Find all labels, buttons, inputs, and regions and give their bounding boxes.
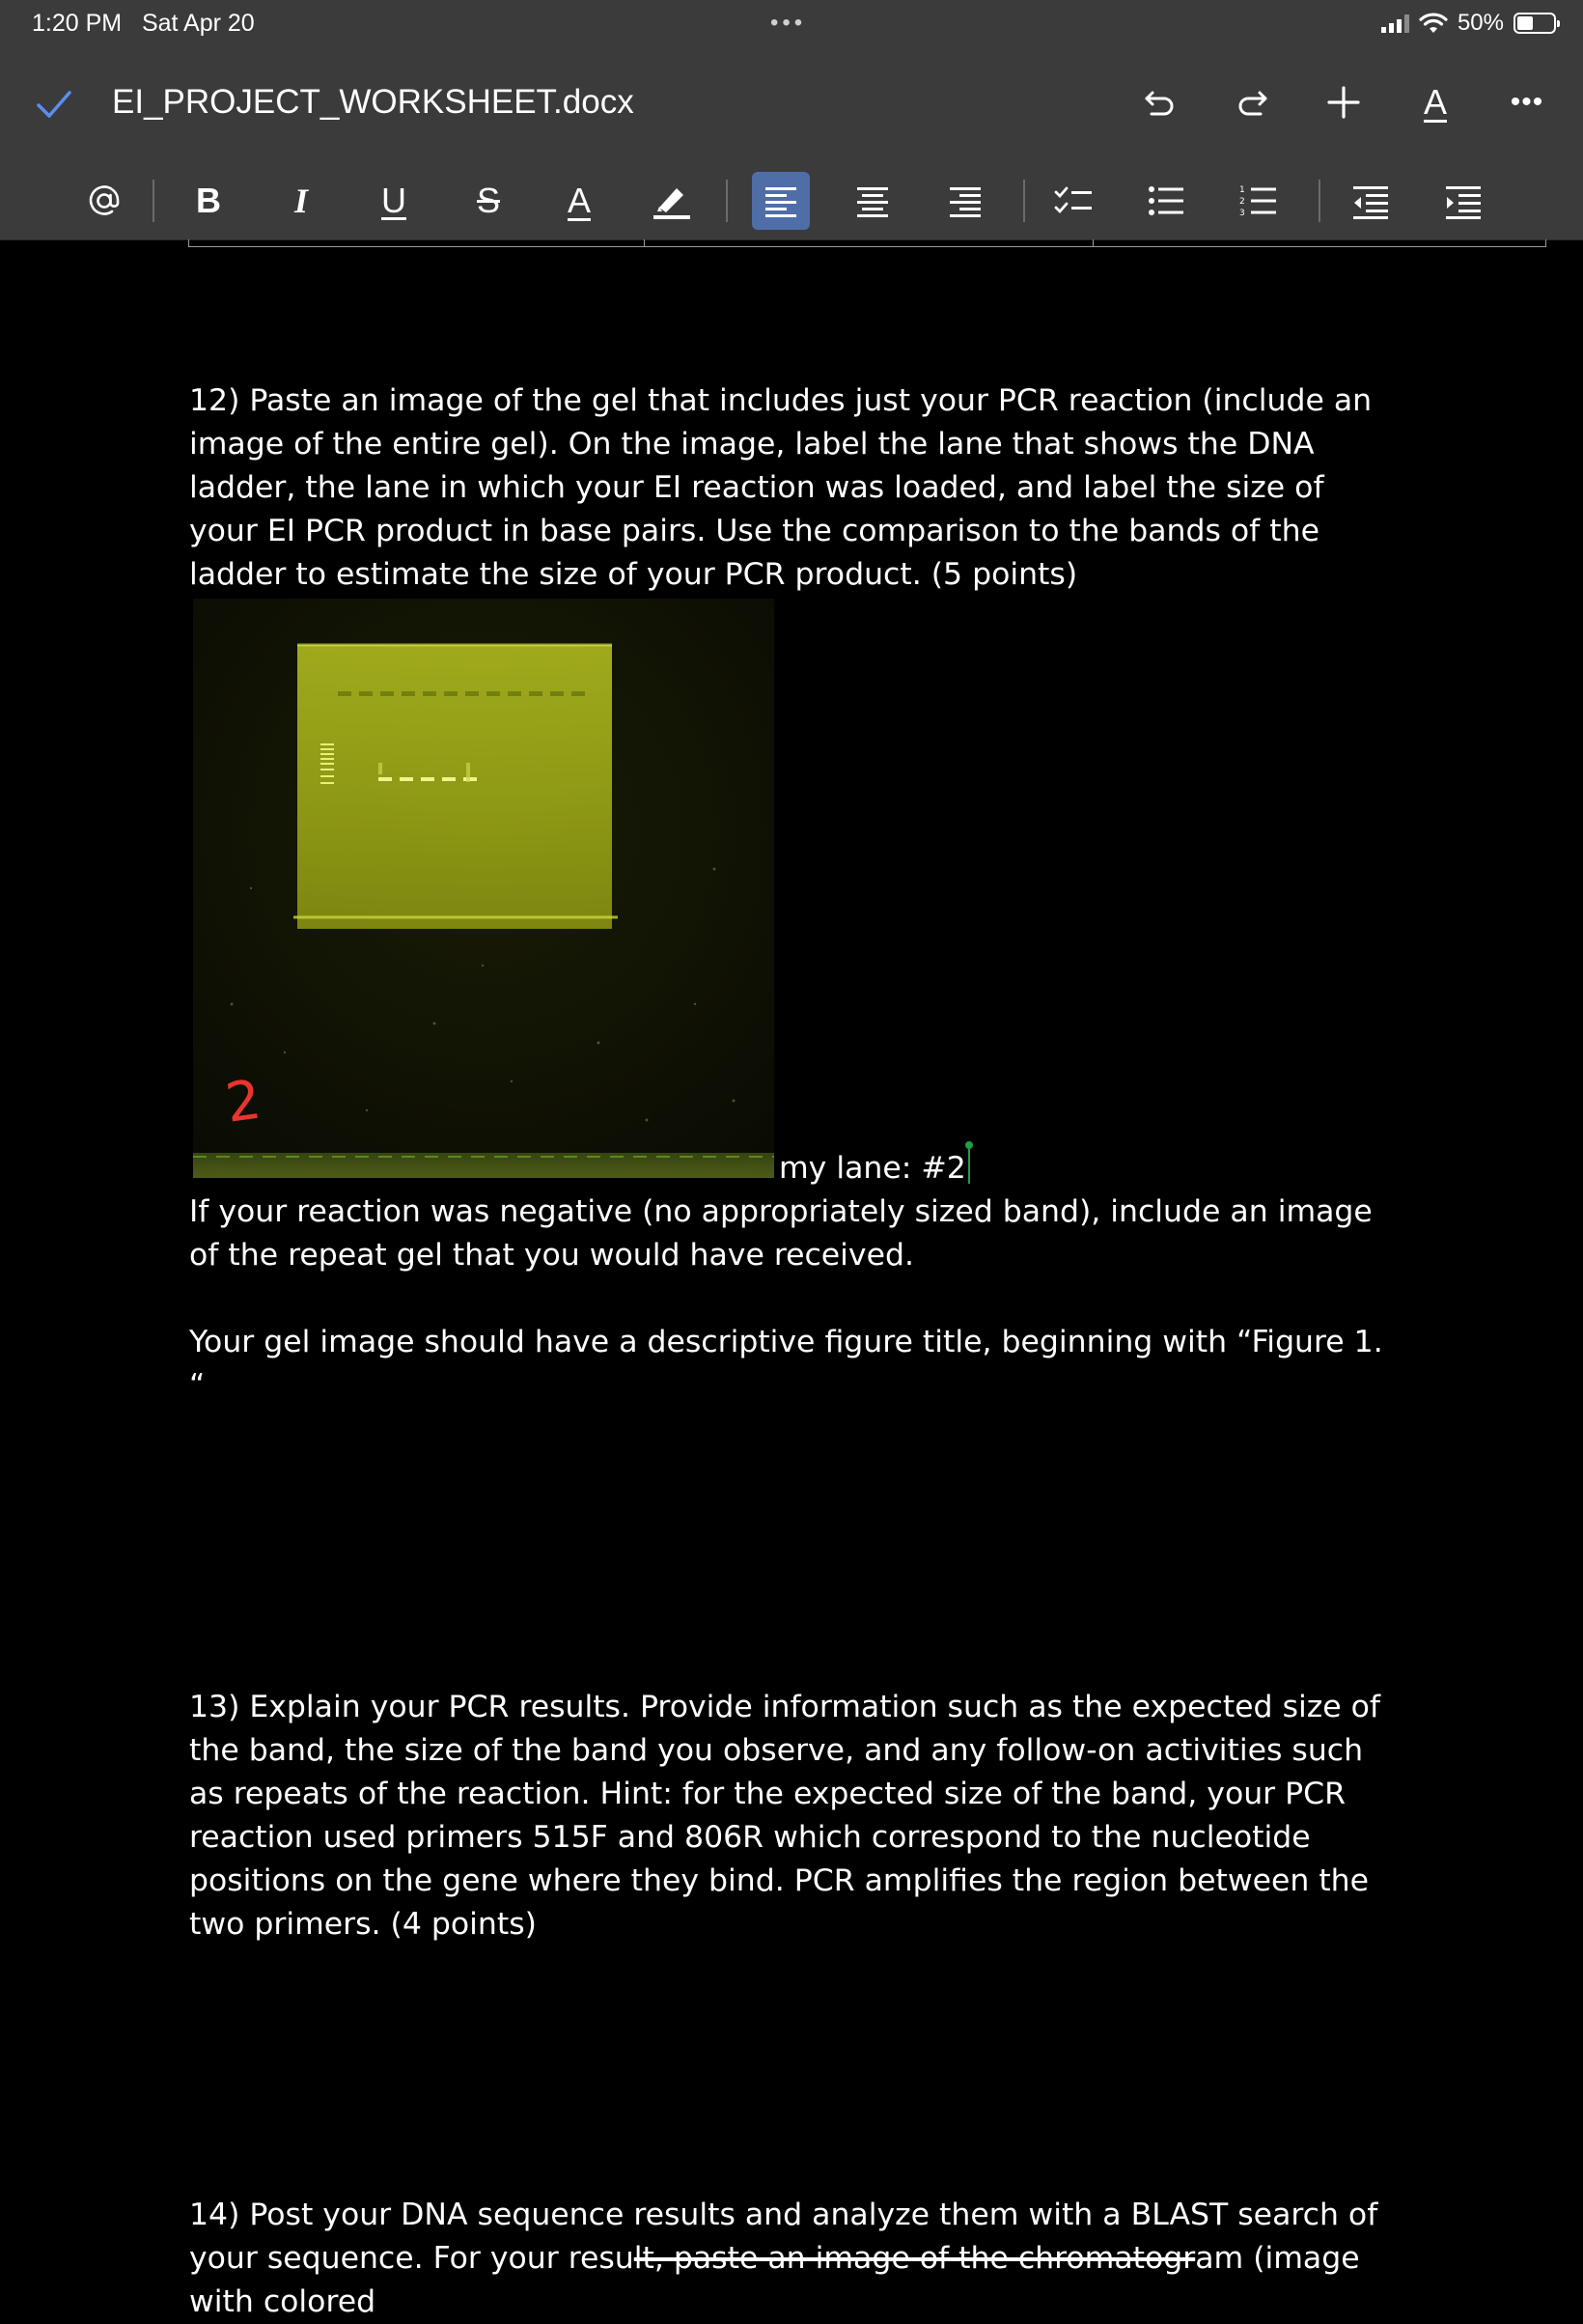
formatting-toolbar [0, 162, 1583, 240]
multitasking-dots[interactable]: ••• [770, 10, 807, 36]
battery-icon [1514, 13, 1556, 34]
text-cursor [968, 1149, 970, 1184]
svg-text:2: 2 [1239, 197, 1245, 207]
toolbar-divider [1319, 180, 1320, 222]
battery-fill [1517, 16, 1533, 30]
status-time: 1:20 PM [32, 10, 123, 37]
redo-icon [1233, 83, 1271, 122]
underline-button[interactable] [365, 172, 423, 230]
redo-button[interactable] [1221, 71, 1283, 133]
align-right-icon [946, 182, 985, 220]
question-14-strikethrough: lt, paste an image of the chromatogr [633, 2241, 1196, 2276]
toolbar-divider [153, 180, 154, 222]
align-center-icon [853, 182, 892, 220]
underline-icon: U [381, 181, 406, 220]
gel-lane-annotation: 2 [221, 1068, 265, 1135]
increase-indent-button[interactable] [1434, 172, 1492, 230]
cellular-signal-icon [1381, 14, 1409, 33]
gel-image[interactable] [193, 599, 774, 1178]
more-options-icon: ••• [1510, 86, 1544, 118]
done-check-icon[interactable] [35, 85, 73, 124]
status-bar [0, 0, 1583, 46]
align-center-button[interactable] [844, 172, 902, 230]
strikethrough-icon: S [476, 181, 500, 220]
strikethrough-button[interactable] [459, 172, 517, 230]
undo-icon [1141, 83, 1180, 122]
more-options-button[interactable] [1496, 71, 1558, 133]
bold-button[interactable] [180, 172, 237, 230]
status-indicators [1381, 8, 1556, 39]
bulleted-list-icon [1146, 182, 1186, 220]
status-date: Sat Apr 20 [141, 10, 255, 37]
plus-icon [1324, 83, 1363, 122]
text-format-button[interactable] [1404, 71, 1466, 133]
figure-title-note[interactable]: Your gel image should have a descriptive figure title, beginning with “Figure 1. “ [189, 1325, 1383, 1403]
question-12-text[interactable]: 12) Paste an image of the gel that includes just your PCR reaction (include an image of the entire gel). On the image, label the lane that shows the DNA ladder, the lane in which your EI reaction was loaded, and label the size of your EI PCR product in base pairs. Use the comparison to the bands of the ladder to estimate the size of your PCR product. (5 points) [189, 383, 1373, 592]
numbered-list-icon [1238, 182, 1279, 220]
text-color-icon: A [567, 181, 591, 220]
battery-percent: 50% [1457, 10, 1504, 36]
svg-text:3: 3 [1239, 209, 1245, 218]
checklist-button[interactable] [1044, 172, 1102, 230]
increase-indent-icon [1443, 182, 1484, 220]
question-14-text[interactable] [189, 2194, 1386, 2324]
italic-icon: I [293, 182, 308, 220]
toolbar-divider [726, 180, 728, 222]
highlighter-icon [650, 179, 694, 223]
table-border-remnant [188, 239, 1546, 247]
decrease-indent-button[interactable] [1342, 172, 1400, 230]
negative-result-note[interactable]: If your reaction was negative (no appropriately sized band), include an image of the repeat gel that you would have received. [189, 1194, 1373, 1273]
checklist-icon [1053, 182, 1094, 220]
status-time-date [32, 10, 255, 38]
question-14-part2: am (image with colored [189, 2241, 1360, 2319]
insert-button[interactable] [1313, 71, 1375, 133]
mention-button[interactable] [75, 172, 133, 230]
bulleted-list-button[interactable] [1137, 172, 1195, 230]
text-color-button[interactable] [550, 172, 608, 230]
question-13-text[interactable]: 13) Explain your PCR results. Provide information such as the expected size of the band, the size of the band you observe, and any follow-on activities such as repeats of the reaction. Hint: for the expected size of the band, your PCR reaction used primers 515F and 806R which correspond to the nucleotide positions on the gene where they bind. PCR amplifies the region between the two primers. (4 points) [189, 1690, 1381, 1942]
wifi-icon [1419, 12, 1448, 35]
question-14-part1: 14) Post your DNA sequence results and analyze them with a BLAST search of your sequence. For your resu [189, 2198, 1378, 2276]
decrease-indent-icon [1350, 182, 1391, 220]
document-title[interactable]: EI_PROJECT_WORKSHEET.docx [112, 83, 634, 121]
highlight-button[interactable] [643, 172, 701, 230]
align-left-icon [762, 182, 800, 220]
align-left-button[interactable] [752, 172, 810, 230]
toolbar-divider [1023, 180, 1025, 222]
at-sign-icon [85, 182, 124, 220]
svg-text:1: 1 [1239, 185, 1245, 195]
italic-button[interactable] [272, 172, 330, 230]
undo-button[interactable] [1129, 71, 1191, 133]
bold-icon: B [196, 181, 221, 220]
my-lane-text[interactable] [779, 1147, 970, 1190]
my-lane-label: my lane: #2 [779, 1151, 966, 1186]
align-right-button[interactable] [936, 172, 994, 230]
text-format-icon: A [1423, 82, 1447, 122]
numbered-list-button[interactable] [1230, 172, 1288, 230]
title-bar [0, 46, 1583, 162]
